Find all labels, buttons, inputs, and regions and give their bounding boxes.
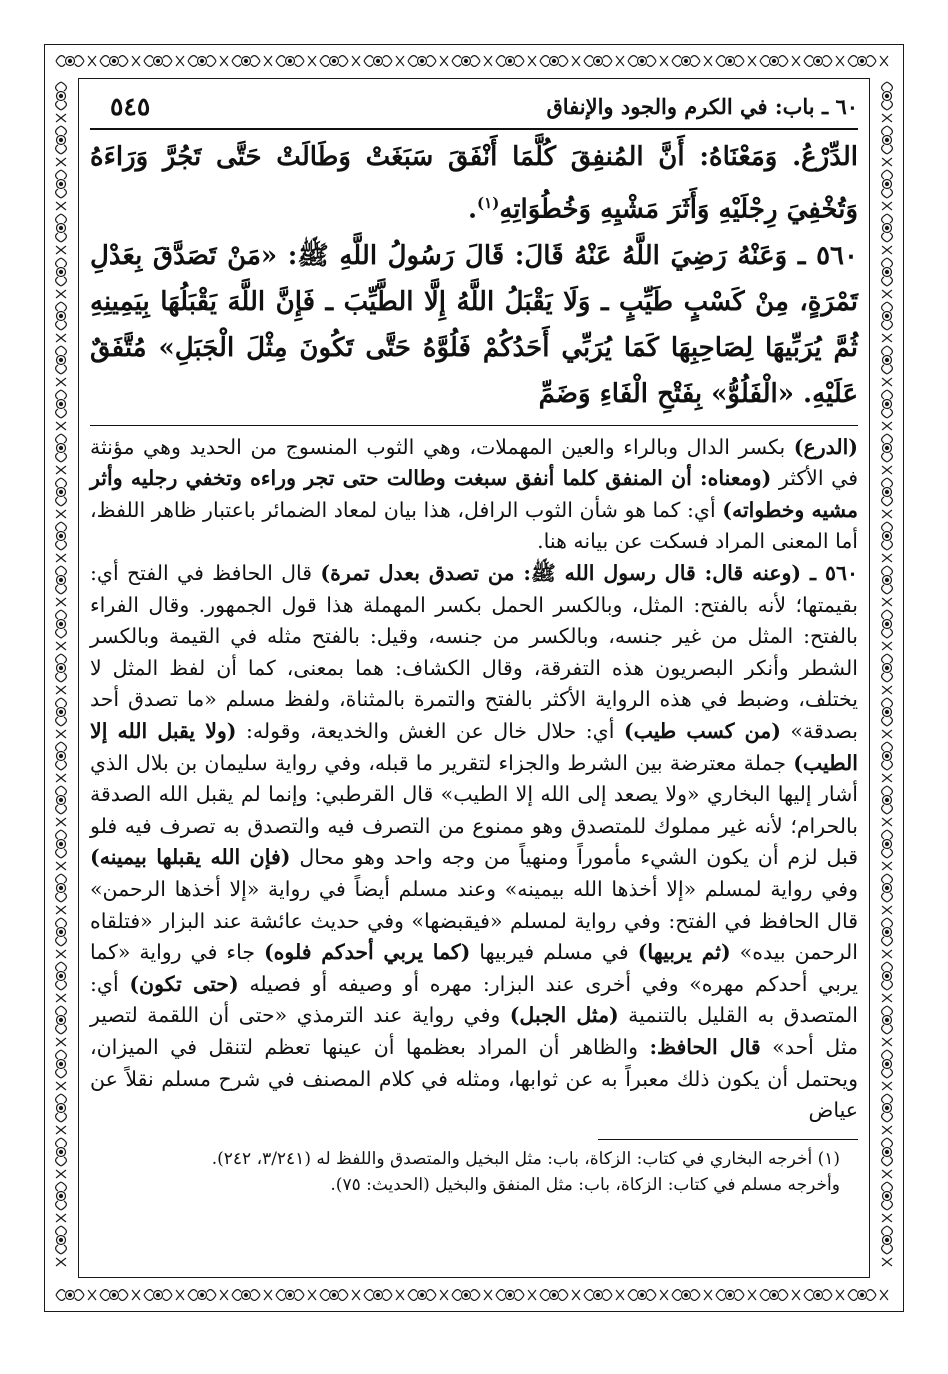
commentary-quote: قال الحافظ: xyxy=(649,1034,761,1059)
ornament-motif xyxy=(452,56,492,67)
ornament-motif xyxy=(56,654,67,694)
ornament-motif xyxy=(882,742,893,782)
ornament-motif xyxy=(882,170,893,210)
commentary xyxy=(90,432,858,1127)
ornament-motif xyxy=(56,522,67,562)
ornament-motif xyxy=(882,214,893,254)
ornament-motif xyxy=(804,56,844,67)
ornament-motif xyxy=(56,346,67,386)
commentary-quote: (ثم يربيها) xyxy=(637,940,731,965)
ornament-motif xyxy=(882,390,893,430)
ornament-motif xyxy=(716,1290,756,1301)
ornament-motif xyxy=(56,214,67,254)
ornament-motif xyxy=(882,610,893,650)
ornament-motif xyxy=(56,302,67,342)
ornament-motif xyxy=(56,434,67,474)
ornament-motif xyxy=(882,522,893,562)
ornament-motif xyxy=(882,1182,893,1222)
chapter-title: ٦٠ ـ باب: في الكرم والجود والإنفاق xyxy=(546,93,858,119)
ornament-motif xyxy=(882,1094,893,1134)
commentary-text: أي: حلال خال عن الغش والخديعة، وقوله: xyxy=(236,719,624,743)
ornament-motif xyxy=(882,82,893,122)
ornament-motif xyxy=(56,1226,67,1266)
ornament-border-left xyxy=(44,78,78,1278)
commentary-text: أي: المتصدق به القليل بالتنمية xyxy=(90,971,858,1028)
header-rule xyxy=(90,128,858,130)
commentary-quote: ٥٦٠ ـ (وعنه قال: قال رسول الله ﷺ: من تصدق بعدل تمرة) xyxy=(320,561,859,586)
ornament-motif xyxy=(540,56,580,67)
ornament-motif xyxy=(232,1290,272,1301)
hadith-line: ٥٦٠ ـ وَعَنْهُ رَضِيَ اللَّهُ عَنْهُ قَالَ: قَالَ رَسُولُ اللَّهِ ﷺ: «مَنْ تَصَدَّقَ بِعَدْلِ تَمْرَةٍ، مِنْ كَسْبٍ طَيِّبٍ ـ وَلَا يَقْبَلُ اللَّهُ إِلَّا الطَّيِّبَ ـ فَإِنَّ اللَّهَ يَقْبَلُهَا بِيَمِينِهِ ثُمَّ يُرَبِّيهَا لِصَاحِبِهَا كَمَا يُرَبِّي أَحَدُكُمْ فَلُوَّهُ حَتَّى تَكُونَ مِثْلَ الْجَبَلِ» مُتَّفَقٌ عَلَيْهِ. «الْفَلُوُّ» بِفَتْحِ الْفَاءِ وَضَمِّ xyxy=(90,240,858,409)
ornament-motif xyxy=(496,56,536,67)
ornament-motif xyxy=(882,918,893,958)
commentary-quote: (حتى تكون) xyxy=(129,971,239,996)
ornament-motif xyxy=(882,346,893,386)
footnote: (١) أخرجه البخاري في كتاب: الزكاة، باب: مثل البخيل والمتصدق واللفظ له (٣/٢٤١، ٢٤٢). xyxy=(211,1148,840,1169)
hadith-paragraph xyxy=(90,233,858,417)
ornament-motif xyxy=(56,1094,67,1134)
ornament-motif xyxy=(364,56,404,67)
ornament-motif xyxy=(584,1290,624,1301)
ornament-motif xyxy=(882,1138,893,1178)
ornament-motif xyxy=(56,1290,96,1301)
ornament-motif xyxy=(848,1290,888,1301)
commentary-quote: (ومعناه: أن المنفق كلما أنفق سبغت وطالت حتى تجر وراءه وتخفي رجليه وأثر مشيه وخطواته) xyxy=(90,466,858,522)
ornament-motif xyxy=(882,786,893,826)
commentary-quote: (ولا يقبل الله إلا الطيب) xyxy=(90,719,858,775)
ornament-motif xyxy=(188,1290,228,1301)
ornament-motif xyxy=(882,566,893,606)
footnote-rule xyxy=(598,1139,858,1140)
ornament-motif xyxy=(540,1290,580,1301)
ornament-motif xyxy=(56,830,67,870)
ornament-motif xyxy=(882,258,893,298)
ornament-motif xyxy=(452,1290,492,1301)
ornament-motif xyxy=(56,82,67,122)
ornament-motif xyxy=(56,390,67,430)
commentary-text: أي: كما هو شأن الثوب الرافل، هذا بيان لمعاد الضمائر باعتبار ظاهر اللفظ، أما المعنى المراد فسكت عن بيانه هنا. xyxy=(90,497,858,554)
ornament-motif xyxy=(672,56,712,67)
ornament-motif xyxy=(496,1290,536,1301)
ornament-motif xyxy=(760,56,800,67)
commentary-quote: (كما يربي أحدكم فلوه) xyxy=(263,940,471,965)
ornament-motif xyxy=(56,610,67,650)
page-number: ٥٤٥ xyxy=(110,91,151,121)
ornament-motif xyxy=(56,698,67,738)
ornament-motif xyxy=(760,1290,800,1301)
ornament-motif xyxy=(408,1290,448,1301)
ornament-motif xyxy=(882,434,893,474)
ornament-motif xyxy=(56,1138,67,1178)
section-rule xyxy=(90,425,858,426)
footnote-ref: (١) xyxy=(477,194,500,212)
ornament-motif xyxy=(188,56,228,67)
ornament-motif xyxy=(882,654,893,694)
ornament-motif xyxy=(320,56,360,67)
running-header xyxy=(90,86,858,126)
ornament-border-right xyxy=(870,78,904,1278)
ornament-motif xyxy=(56,874,67,914)
commentary-text: بكسر الدال وبالراء والعين المهملات، وهي الثوب المنسوج من الحديد وهي مؤنثة في الأكثر xyxy=(90,434,859,491)
ornament-motif xyxy=(56,1182,67,1222)
ornament-motif xyxy=(672,1290,712,1301)
ornament-motif xyxy=(276,56,316,67)
ornament-motif xyxy=(56,170,67,210)
hadith-line: الدِّرْعُ. وَمَعْنَاهُ: أَنَّ المُنفِقَ كُلَّمَا أَنْفَقَ سَبَغَتْ وَطَالَتْ حَتَّى تَجُرَّ وَرَاءَهُ وَتُخْفِيَ رِجْلَيْهِ وَأَثَرَ مَشْيِهِ وَخُطُوَاتِهِ xyxy=(90,142,858,225)
ornament-motif xyxy=(56,478,67,518)
ornament-motif xyxy=(364,1290,404,1301)
commentary-quote: (فإن الله يقبلها بيمينه) xyxy=(90,845,291,870)
footnotes xyxy=(90,1146,858,1198)
ornament-border-bottom xyxy=(44,1278,904,1312)
ornament-motif xyxy=(804,1290,844,1301)
ornament-motif xyxy=(100,1290,140,1301)
commentary-paragraph xyxy=(90,432,858,558)
ornament-motif xyxy=(56,742,67,782)
ornament-motif xyxy=(882,1226,893,1266)
commentary-text: جاء في رواية «كما يربي أحدكم مهره» وفي أخرى عند البزار: مهره أو وصيفه أو فصيله xyxy=(90,940,858,996)
ornament-motif xyxy=(276,1290,316,1301)
ornament-motif xyxy=(882,478,893,518)
ornament-motif xyxy=(882,962,893,1002)
commentary-text: في مسلم فيربيها xyxy=(470,940,638,965)
footnote: وأخرجه مسلم في كتاب: الزكاة، باب: مثل المنفق والبخيل (الحديث: ٧٥). xyxy=(330,1174,840,1195)
hadith-paragraph: الدِّرْعُ. وَمَعْنَاهُ: أَنَّ المُنفِقَ كُلَّمَا أَنْفَقَ سَبَغَتْ وَطَالَتْ حَتَّى تَجُرَّ وَرَاءَهُ وَتُخْفِيَ رِجْلَيْهِ وَأَثَرَ مَشْيِهِ وَخُطُوَاتِهِ$^{(١)}$. xyxy=(90,142,858,225)
commentary-quote: (الدرع) xyxy=(793,434,858,459)
ornament-motif xyxy=(628,1290,668,1301)
ornament-motif xyxy=(882,830,893,870)
commentary-text: جملة معترضة بين الشرط والجزاء لتقرير ما قبله، وفي رواية سليمان بن بلال الذي أشار إليها البخاري «ولا يصعد إلى الله إلا الطيب» قال القرطبي: وإنما لم يقبل الله الصدقة بالحرام؛ لأنه غير مملوك للمتصدق وهو ممنوع من التصرف فيه والتصدق به تصرف فيه فلو قبل لزم أن يكون الشيء مأموراً ومنهياً من وجه واحد وهو محال xyxy=(90,750,858,870)
commentary-paragraph xyxy=(90,558,858,1127)
commentary-quote: (مثل الجبل) xyxy=(509,1003,619,1028)
ornament-motif xyxy=(584,56,624,67)
page-content xyxy=(90,86,858,1198)
ornament-motif xyxy=(716,56,756,67)
ornament-motif xyxy=(144,56,184,67)
ornament-motif xyxy=(56,1050,67,1090)
commentary-text: وفي رواية عند الترمذي «حتى أن اللقمة لتصير مثل أحد» xyxy=(90,1003,859,1059)
ornament-motif xyxy=(408,56,448,67)
commentary-text: والظاهر أن المراد بعظمها أن عينها تعظم لتنقل في الميزان، ويحتمل أن يكون ذلك معبراً به عن ثوابها، ومثله في كلام المصنف في شرح مسلم نقلاً عن عياض xyxy=(90,1034,858,1123)
ornament-motif xyxy=(882,698,893,738)
ornament-motif xyxy=(882,302,893,342)
ornament-motif xyxy=(56,566,67,606)
ornament-motif xyxy=(56,126,67,166)
ornament-motif xyxy=(56,258,67,298)
ornament-motif xyxy=(232,56,272,67)
ornament-motif xyxy=(56,56,96,67)
ornament-motif xyxy=(628,56,668,67)
ornament-motif xyxy=(320,1290,360,1301)
ornament-motif xyxy=(100,56,140,67)
ornament-motif xyxy=(56,786,67,826)
ornament-motif xyxy=(882,1050,893,1090)
commentary-quote: (من كسب طيب) xyxy=(623,719,781,743)
commentary-text: وفي رواية لمسلم «إلا أخذها الله بيمينه» وعند مسلم أيضاً في رواية «إلا أخذها الرحمن» قال الحافظ في الفتح: وفي رواية لمسلم «فيقبضها» وفي حديث عائشة عند البزار «فتلقاه الرحمن بيده» xyxy=(90,876,858,965)
ornament-motif xyxy=(882,126,893,166)
ornament-motif xyxy=(56,962,67,1002)
ornament-motif xyxy=(144,1290,184,1301)
hadith-text xyxy=(90,134,858,417)
ornament-motif xyxy=(848,56,888,67)
ornament-border-top xyxy=(44,44,904,78)
ornament-motif xyxy=(56,918,67,958)
ornament-motif xyxy=(56,1006,67,1046)
ornament-motif xyxy=(882,1006,893,1046)
ornament-motif xyxy=(882,874,893,914)
commentary-text: قال الحافظ في الفتح أي: بقيمتها؛ لأنه بالفتح: المثل، وبالكسر الحمل بكسر المهملة هذا قول الجمهور. وقال الفراء بالفتح: المثل من غير جنسه، وبالكسر من جنسه، وقيل: بالفتح مثله في القيمة وبالكسر الشطر وأنكر البصريون هذه التفرقة، وقال الكشاف: هما بمعنى، كما أن لفظ المثل لا يختلف، وضبط في هذه الرواية الأكثر بالفتح والتمرة بالمثناة، ولفظ مسلم «ما تصدق أحد بصدقة» xyxy=(90,561,858,743)
